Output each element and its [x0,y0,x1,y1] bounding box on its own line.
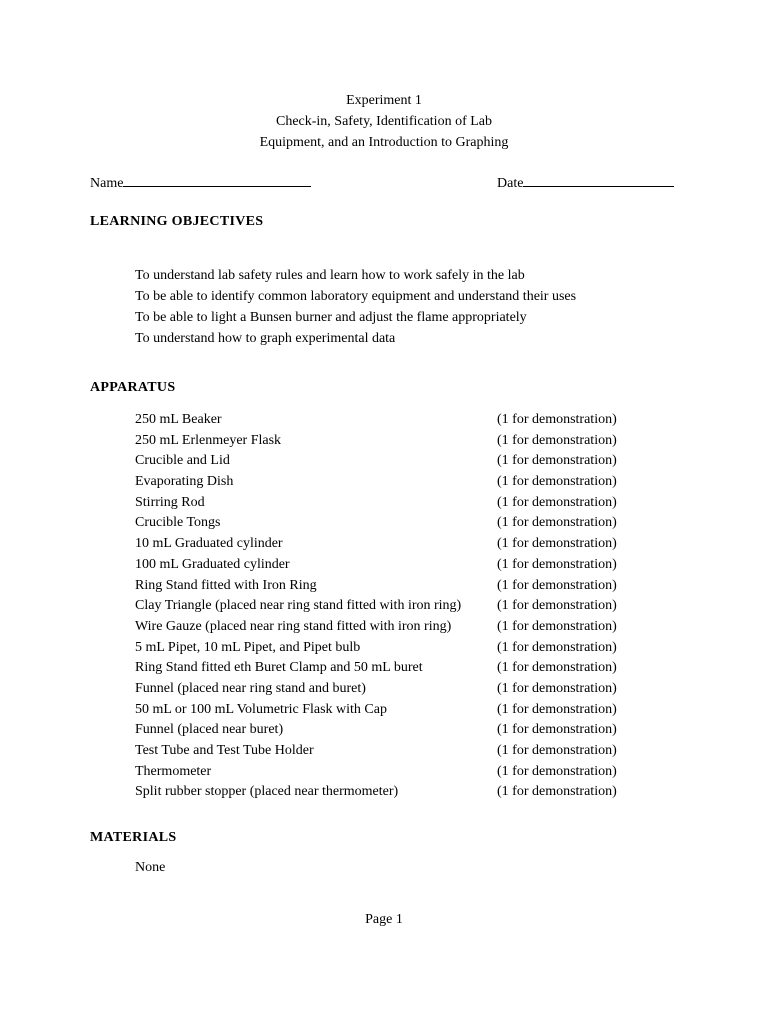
name-date-row [90,172,680,192]
apparatus-item [135,782,635,803]
apparatus-qty: (1 for demonstration) [497,784,617,800]
apparatus-name: Crucible Tongs [135,515,221,531]
apparatus-name: Evaporating Dish [135,474,234,490]
apparatus-qty: (1 for demonstration) [497,474,617,490]
apparatus-item [135,513,635,534]
apparatus-item [135,472,635,493]
page-number: Page 1 [365,912,403,927]
apparatus-item [135,741,635,762]
title-line-2: Check-in, Safety, Identification of Lab [275,114,492,129]
apparatus-item [135,555,635,576]
apparatus-qty: (1 for demonstration) [497,722,617,738]
apparatus-heading: APPARATUS [90,380,176,395]
apparatus-name: 10 mL Graduated cylinder [135,536,283,552]
apparatus-item [135,617,635,638]
apparatus-qty: (1 for demonstration) [497,494,617,510]
document-title [0,90,768,153]
apparatus-name: Ring Stand fitted with Iron Ring [135,577,317,593]
apparatus-name: Stirring Rod [135,494,205,510]
apparatus-qty: (1 for demonstration) [497,577,617,593]
date-field [497,172,674,192]
title-line-1: Experiment 1 [346,93,422,108]
apparatus-list [135,410,635,803]
objective-item: To be able to light a Bunsen burner and adjust the flame appropriately [135,310,527,325]
objective-item: To understand how to graph experimental data [135,331,396,346]
apparatus-item [135,638,635,659]
apparatus-name: 5 mL Pipet, 10 mL Pipet, and Pipet bulb [135,639,361,655]
apparatus-name: 50 mL or 100 mL Volumetric Flask with Cap [135,701,387,717]
apparatus-name: Ring Stand fitted eth Buret Clamp and 50 mL buret [135,660,423,676]
apparatus-name: Test Tube and Test Tube Holder [135,743,314,758]
apparatus-name: Clay Triangle (placed near ring stand fitted with iron ring) [135,598,462,614]
apparatus-item [135,451,635,472]
name-label: Name [90,176,124,191]
apparatus-item [135,596,635,617]
apparatus-name: Funnel (placed near buret) [135,722,284,738]
apparatus-qty: (1 for demonstration) [497,639,617,655]
apparatus-item [135,700,635,721]
apparatus-name: Funnel (placed near ring stand and buret) [135,680,366,696]
apparatus-qty: (1 for demonstration) [497,412,617,427]
apparatus-item [135,762,635,783]
apparatus-item [135,679,635,700]
apparatus-name: Crucible and Lid [135,453,230,469]
apparatus-qty: (1 for demonstration) [497,763,617,779]
apparatus-qty: (1 for demonstration) [497,515,617,531]
apparatus-name: 100 mL Graduated cylinder [135,556,290,572]
apparatus-qty: (1 for demonstration) [497,660,617,676]
apparatus-qty: (1 for demonstration) [497,743,617,758]
apparatus-name: Wire Gauze (placed near ring stand fitted with iron ring) [135,618,452,634]
apparatus-name: Thermometer [135,763,212,779]
apparatus-qty: (1 for demonstration) [497,432,617,448]
objective-item: To understand lab safety rules and learn how to work safely in the lab [135,268,525,283]
materials-heading: MATERIALS [90,830,177,845]
apparatus-name: 250 mL Erlenmeyer Flask [135,432,282,448]
apparatus-item [135,658,635,679]
apparatus-item [135,534,635,555]
apparatus-item [135,576,635,597]
apparatus-qty: (1 for demonstration) [497,453,617,469]
apparatus-qty: (1 for demonstration) [497,598,617,614]
apparatus-qty: (1 for demonstration) [497,680,617,696]
apparatus-qty: (1 for demonstration) [497,701,617,717]
title-line-3: Equipment, and an Introduction to Graphing [259,135,509,150]
date-blank-line[interactable] [523,172,674,187]
learning-objectives-list [135,265,576,349]
name-blank-line[interactable] [123,172,311,187]
name-field [90,172,311,192]
apparatus-item [135,410,635,431]
apparatus-name: Split rubber stopper (placed near thermometer) [135,784,399,800]
materials-value: None [135,860,166,875]
objective-item: To be able to identify common laboratory equipment and understand their uses [135,289,577,304]
apparatus-name: 250 mL Beaker [135,412,222,427]
apparatus-qty: (1 for demonstration) [497,618,617,634]
apparatus-qty: (1 for demonstration) [497,556,617,572]
apparatus-item [135,493,635,514]
apparatus-qty: (1 for demonstration) [497,536,617,552]
apparatus-item [135,431,635,452]
apparatus-item [135,720,635,741]
learning-objectives-heading: LEARNING OBJECTIVES [90,214,264,229]
date-label: Date [497,176,524,191]
